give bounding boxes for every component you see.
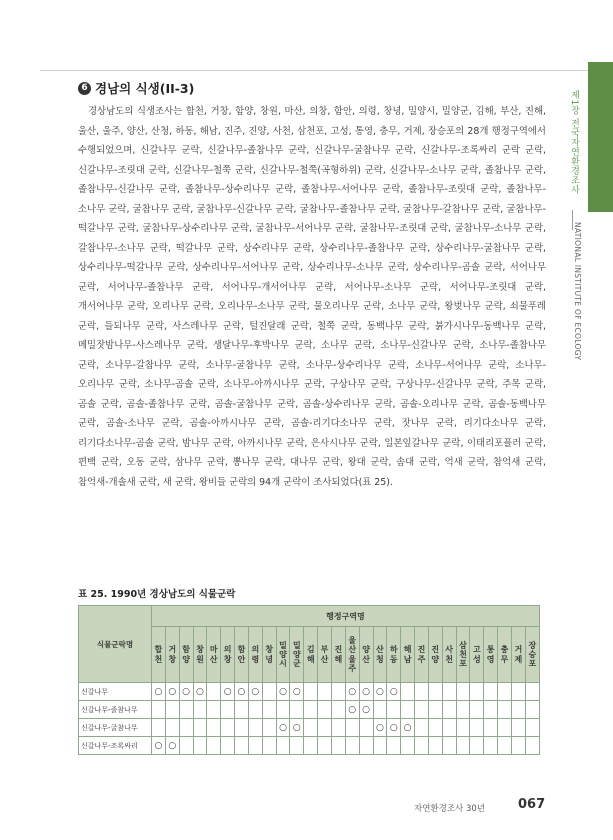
- district-char: 시: [279, 659, 287, 669]
- presence-cell: ○: [359, 701, 373, 719]
- district-char: 군: [292, 659, 301, 669]
- presence-cell: [401, 701, 415, 719]
- presence-cell: [262, 737, 276, 755]
- district-char: 해: [334, 654, 343, 664]
- presence-cell: [484, 683, 498, 701]
- district-char: 진: [417, 645, 426, 655]
- district-char: 고: [472, 645, 481, 655]
- district-char: 진: [334, 645, 343, 655]
- presence-cell: [304, 737, 318, 755]
- district-char: 밀: [292, 640, 301, 650]
- district-char: 함: [182, 645, 190, 655]
- chapter-label: 제1장 전국자연환경조사: [569, 90, 579, 195]
- district-char: 사: [445, 645, 453, 655]
- presence-cell: [152, 701, 166, 719]
- presence-cell: [207, 737, 221, 755]
- district-char: 하: [389, 645, 398, 655]
- district-char: 남: [403, 654, 412, 664]
- presence-cell: [290, 737, 304, 755]
- district-char: 부: [320, 645, 329, 655]
- presence-cell: ○: [276, 683, 290, 701]
- presence-cell: [193, 701, 207, 719]
- presence-cell: [207, 683, 221, 701]
- section-title: 경남의 식생(II-3): [95, 81, 195, 96]
- district-char: 령: [251, 654, 260, 664]
- presence-cell: [235, 737, 249, 755]
- presence-cell: [456, 701, 470, 719]
- district-char: 천: [445, 654, 453, 664]
- body-paragraph: 경상남도의 식생조사는 합천, 거창, 함양, 창원, 마산, 의창, 함안, 의령, 창녕, 밀양시, 밀양군, 김해, 부산, 진해, 울산, 울주, 양산, 산청, 하동, 해남, 진주, 진양, 사천, 삼천포, 고성, 통영, 충무, 거제, 장승포의 28개 행정구역에서 수행되었으며, 신갈나무 군락, 신갈나무-졸참나무 군락, 신갈나무-굴참나무 군락, 신갈나무-조록싸리 군락 군락, 신갈나무-조릿대 군락, 신갈나무-철쭉 군락, 신갈나무-철쭉(곡형하위) 군락, 신갈나무-소나무 군락, 졸참나무 군락, 졸참나무-신갈나무 군락, 졸참나무-상수리나무 군락, 졸참나무-서어나무 군락, 졸참나무-조릿대 군락, 졸참나무-소나무 군락, 굴참나무 군락, 굴참나무-신갈나무 군락, 굴참나무-졸참나무 군락, 굴참나무-갈참나무 군락, 굴참나무-떡갈나무 군락, 굴참나무-상수리나무 군락, 굴참나무-서어나무 군락, 굴참나무-조릿대 군락, 굴참나무-소나무 군락, 갈참나무-소나무 군락, 떡갈나무 군락, 상수리나무 군락, 상수리나무-졸참나무 군락, 상수리나무-굴참나무 군락, 상수리나무-떡갈나무 군락, 상수리나무-서어나무 군락, 상수리나무-소나무 군락, 상수리나무-곰솔 군락, 서어나무 군락, 서어나무-졸참나무 군락, 서어나무-개서어나무 군락, 서어나무-소나무 군락, 서어나무-조릿대 군락, 개서어나무 군락, 오리나무 군락, 오리나무-소나무 군락, 물오리나무 군락, 소나무 군락, 왕벚나무 군락, 쇠물푸레 군락, 들되나무 군락, 사스레나무 군락, 털진달래 군락, 철쭉 군락, 동백나무 군락, 붉가시나무-동백나무 군락, 메밀잣밤나무-사스레나무 군락, 생달나무-후박나무 군락, 소나무 군락, 소나무-신갈나무 군락, 소나무-졸참나무 군락, 소나무-갈참나무 군락, 소나무-굴참나무 군락, 소나무-상수리나무 군락, 소나무-서어나무 군락, 소나무-오리나무 군락, 소나무-곰솔 군락, 소나무-아까시나무 군락, 구상나무 군락, 구상나무-신갈나무 군락, 주목 군락, 곰솔 군락, 곰솔-졸참나무 군락, 곰솔-굴참나무 군락, 곰솔-상수리나무 군락, 곰솔-오리나무 군락, 곰솔-동백나무 군락, 곰솔-소나무 군락, 곰솔-아까시나무 군락, 곰솔-리기다소나무 군락, 잣나무 군락, 리기다소나무 군락, 리기다소나무-곰솔 군락, 밤나무 군락, 아까시나무 군락, 은사시나무 군락, 일본잎갈나무 군락, 이태리포플러 군락, 편백 군락, 오동 군락, 삼나무 군락, 뽕나무 군락, 대나무 군락, 왕대 군락, 솜대 군락, 억새 군락, 참억새 군락, 참억새-개솔새 군락, 새 군락, 왕비들 군락의 94개 군락이 조사되었다(표 25).: [78, 106, 546, 488]
- presence-cell: [318, 683, 332, 701]
- district-char: 충: [500, 645, 509, 655]
- district-char: 해: [403, 645, 412, 655]
- district-char: 포: [459, 659, 467, 669]
- section-heading: [78, 79, 194, 97]
- district-char: 밀: [279, 640, 287, 650]
- presence-cell: [470, 701, 484, 719]
- presence-cell: [498, 719, 512, 737]
- presence-cell: [498, 701, 512, 719]
- presence-cell: ○: [290, 719, 304, 737]
- table-row: [79, 719, 540, 737]
- presence-cell: [221, 719, 235, 737]
- presence-cell: [498, 737, 512, 755]
- presence-cell: [262, 701, 276, 719]
- district-header: [235, 627, 249, 683]
- district-char: 삼: [459, 640, 467, 650]
- presence-cell: [470, 683, 484, 701]
- presence-cell: [276, 701, 290, 719]
- district-header: [359, 627, 373, 683]
- district-header: [207, 627, 221, 683]
- top-rule: [40, 70, 600, 71]
- table-title: 표 25. 1990년 경상남도의 식물군락: [78, 589, 236, 600]
- row-header: 식물군락명: [79, 606, 152, 683]
- presence-cell: ○: [165, 683, 179, 701]
- presence-cell: [525, 683, 539, 701]
- presence-cell: [304, 719, 318, 737]
- district-header: [165, 627, 179, 683]
- page-number: 067: [518, 797, 546, 812]
- district-char: 진: [431, 645, 440, 655]
- district-header: [498, 627, 512, 683]
- presence-cell: [179, 737, 193, 755]
- district-header: [401, 627, 415, 683]
- presence-cell: [484, 737, 498, 755]
- presence-cell: [331, 737, 345, 755]
- community-name: 신갈나무-굴참나무: [79, 719, 152, 737]
- presence-cell: ○: [221, 683, 235, 701]
- presence-cell: ○: [152, 737, 166, 755]
- presence-cell: [415, 683, 429, 701]
- presence-cell: [401, 683, 415, 701]
- presence-cell: [428, 701, 442, 719]
- presence-cell: [331, 701, 345, 719]
- district-char: 포: [528, 659, 537, 669]
- presence-cell: [276, 737, 290, 755]
- presence-cell: [511, 701, 525, 719]
- district-header: [276, 627, 290, 683]
- presence-cell: [511, 719, 525, 737]
- district-char: 양: [431, 654, 440, 664]
- presence-cell: [235, 719, 249, 737]
- district-char: 천: [154, 654, 163, 664]
- district-char: 녕: [265, 654, 274, 664]
- district-char: 울: [348, 636, 357, 646]
- community-name: 신갈나무-조록싸리: [79, 737, 152, 755]
- district-header: [193, 627, 207, 683]
- district-header: [318, 627, 332, 683]
- presence-cell: [345, 737, 359, 755]
- district-char: 거: [168, 645, 177, 655]
- presence-cell: [428, 683, 442, 701]
- presence-cell: [165, 719, 179, 737]
- presence-cell: [428, 737, 442, 755]
- district-char: 양: [292, 649, 301, 659]
- vegetation-table: [78, 605, 540, 755]
- presence-cell: ○: [193, 683, 207, 701]
- district-header: [415, 627, 429, 683]
- district-header: [442, 627, 456, 683]
- presence-cell: ○: [152, 683, 166, 701]
- district-header: [373, 627, 387, 683]
- presence-cell: [262, 719, 276, 737]
- district-header: [525, 627, 539, 683]
- district-char: 해: [306, 654, 315, 664]
- presence-cell: [262, 683, 276, 701]
- table-row: [79, 701, 540, 719]
- presence-cell: ○: [373, 719, 387, 737]
- district-char: 양: [182, 654, 190, 664]
- presence-cell: [442, 737, 456, 755]
- presence-cell: [359, 719, 373, 737]
- district-header: [387, 627, 401, 683]
- district-header: [470, 627, 484, 683]
- presence-cell: [373, 701, 387, 719]
- district-header: [484, 627, 498, 683]
- presence-cell: [484, 719, 498, 737]
- district-char: 합: [154, 645, 163, 655]
- district-char: 산: [320, 654, 329, 664]
- district-char: 양: [279, 649, 287, 659]
- presence-cell: [331, 683, 345, 701]
- district-char: 의: [251, 645, 260, 655]
- district-char: 무: [500, 654, 509, 664]
- presence-cell: ○: [345, 683, 359, 701]
- district-char: 산: [376, 645, 384, 655]
- presence-cell: [304, 701, 318, 719]
- presence-cell: [221, 701, 235, 719]
- presence-cell: [415, 737, 429, 755]
- presence-cell: ○: [179, 683, 193, 701]
- footer-label: 자연환경조사 30년: [414, 804, 485, 814]
- district-char: 창: [168, 654, 177, 664]
- presence-cell: [152, 719, 166, 737]
- presence-cell: [345, 719, 359, 737]
- presence-cell: ○: [276, 719, 290, 737]
- presence-cell: [442, 719, 456, 737]
- district-char: 제: [514, 654, 523, 664]
- district-char: 함: [237, 645, 246, 655]
- presence-cell: [442, 683, 456, 701]
- district-header: [304, 627, 318, 683]
- presence-cell: [525, 737, 539, 755]
- district-char: 동: [389, 654, 398, 664]
- district-header: [345, 627, 359, 683]
- presence-cell: [470, 719, 484, 737]
- presence-cell: [456, 683, 470, 701]
- section-number-badge: 6: [78, 82, 91, 95]
- community-name: 신갈나무-졸참나무: [79, 701, 152, 719]
- presence-cell: [428, 719, 442, 737]
- district-char: 김: [306, 645, 315, 655]
- presence-cell: [456, 719, 470, 737]
- district-char: 창: [265, 645, 274, 655]
- presence-cell: [442, 701, 456, 719]
- district-header: [221, 627, 235, 683]
- district-char: 산: [209, 654, 218, 664]
- district-char: 거: [514, 645, 523, 655]
- presence-cell: ○: [235, 683, 249, 701]
- presence-cell: [248, 737, 262, 755]
- presence-cell: [470, 737, 484, 755]
- district-header: [511, 627, 525, 683]
- presence-cell: [401, 737, 415, 755]
- institute-label: NATIONAL INSTITUTE OF ECOLOGY: [573, 222, 582, 361]
- presence-cell: ○: [387, 719, 401, 737]
- presence-cell: [318, 737, 332, 755]
- district-char: 성: [472, 654, 481, 664]
- presence-cell: [415, 719, 429, 737]
- table-row: [79, 683, 540, 701]
- district-header: [290, 627, 304, 683]
- district-header: [456, 627, 470, 683]
- presence-cell: ○: [290, 683, 304, 701]
- presence-cell: [456, 737, 470, 755]
- presence-cell: [179, 701, 193, 719]
- presence-cell: ○: [359, 683, 373, 701]
- district-char: 주: [348, 663, 357, 673]
- presence-cell: [235, 701, 249, 719]
- presence-cell: ○: [401, 719, 415, 737]
- district-char: 천: [459, 649, 467, 659]
- district-header: [179, 627, 193, 683]
- presence-cell: [193, 737, 207, 755]
- presence-cell: [179, 719, 193, 737]
- district-char: 산: [348, 645, 357, 655]
- district-header: [248, 627, 262, 683]
- presence-cell: [318, 701, 332, 719]
- district-char: 창: [223, 654, 232, 664]
- district-header: [331, 627, 345, 683]
- presence-cell: ○: [248, 683, 262, 701]
- presence-cell: [331, 719, 345, 737]
- chapter-tab: [588, 62, 613, 212]
- presence-cell: [387, 701, 401, 719]
- presence-cell: [248, 701, 262, 719]
- district-char: 의: [223, 645, 232, 655]
- presence-cell: [373, 737, 387, 755]
- presence-cell: [207, 701, 221, 719]
- table-row: [79, 737, 540, 755]
- presence-cell: [525, 719, 539, 737]
- district-char: 창: [196, 645, 204, 655]
- district-char: 승: [528, 649, 537, 659]
- presence-cell: [525, 701, 539, 719]
- presence-cell: [511, 737, 525, 755]
- district-header: [262, 627, 276, 683]
- district-char: 산: [362, 654, 370, 664]
- presence-cell: [290, 701, 304, 719]
- presence-cell: ○: [345, 701, 359, 719]
- presence-cell: [165, 701, 179, 719]
- presence-cell: [498, 683, 512, 701]
- district-char: 양: [362, 645, 370, 655]
- presence-cell: [248, 719, 262, 737]
- presence-cell: [318, 719, 332, 737]
- presence-cell: [511, 683, 525, 701]
- presence-cell: [207, 719, 221, 737]
- presence-cell: [415, 701, 429, 719]
- district-char: 통: [486, 645, 495, 655]
- district-char: 마: [209, 645, 218, 655]
- presence-cell: [193, 719, 207, 737]
- district-char: 원: [196, 654, 204, 664]
- presence-cell: ○: [387, 683, 401, 701]
- presence-cell: ○: [165, 737, 179, 755]
- district-char: 울: [348, 654, 357, 664]
- presence-cell: [387, 737, 401, 755]
- community-name: 신갈나무: [79, 683, 152, 701]
- presence-cell: [304, 683, 318, 701]
- district-char: 주: [417, 654, 426, 664]
- district-char: 장: [528, 640, 537, 650]
- presence-cell: [484, 701, 498, 719]
- district-header: [428, 627, 442, 683]
- presence-cell: ○: [373, 683, 387, 701]
- presence-cell: [359, 737, 373, 755]
- district-char: 청: [376, 654, 384, 664]
- presence-cell: [221, 737, 235, 755]
- district-char: 안: [237, 654, 246, 664]
- district-char: 영: [486, 654, 495, 664]
- district-header: [152, 627, 166, 683]
- district-group-header: 행정구역명: [152, 606, 540, 627]
